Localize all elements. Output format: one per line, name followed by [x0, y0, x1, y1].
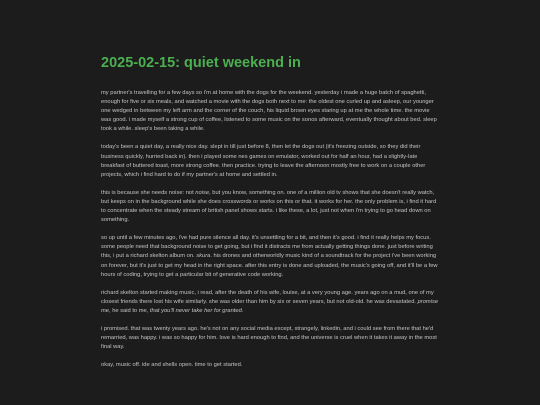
paragraph-text: . his drones and otherworldly music kind of a soundtrack for the project i've been working on forever, but it's just to get my head in the right space. after this entry is done and uploaded, the music's going off, and it'll be a few hours of coding, trying to get a particular bit of generative code working.: [101, 253, 438, 278]
emphasized-text: skura: [196, 253, 211, 260]
entry-paragraph: [101, 325, 439, 352]
entry-paragraph: [101, 189, 439, 225]
paragraph-text: richard skelton started making music, i read, after the death of his wife, louise, at a very young age. years ago on a mud, one of my closest friends there lost his wife similarly. she was older than him by six or seven years, but not old-old. he was devastated.: [101, 289, 434, 305]
entry-title: 2025-02-15: quiet weekend in: [101, 55, 301, 71]
journal-entry: [101, 0, 439, 370]
emphasized-text: that you'll never take her for granted: [149, 307, 242, 314]
paragraph-text: okay, music off. ide and shells open. time to get started.: [101, 362, 243, 369]
entry-paragraph: [101, 361, 439, 370]
entry-paragraph: [101, 234, 439, 279]
entry-paragraph: [101, 289, 439, 316]
entry-paragraph: [101, 143, 439, 179]
entry-paragraph: [101, 89, 439, 134]
paragraph-text: today's been a quiet day, a really nice day. slept in till just before 8, then let the dogs out (it's freezing outside, so they did their business quickly, hurried back in). then i played some nes games on emulator, worked out for half an hour, had a slightly-late breakfast of buttered toast, more strong coffee. then practice. trying to leave the afternoon mostly free to work on a couple other projects, which i find hard to do if my partner's at home and settled in.: [101, 144, 426, 178]
paragraph-text: so up until a few minutes ago, i've had pure silence all day. it's unsettling for a bit, and then it's good. i find it really helps my focus. some people need that background noise to get going, but i find it distracts me from actually getting things done. just before writing this, i put a richard skelton album on.: [101, 235, 433, 260]
emphasized-text: noise: [195, 189, 210, 196]
paragraph-text: , but you know, something on. one of a million old tv shows that she doesn't really watch, but keeps on in the background while she does crosswords or works on this or that. it works for her. the only problem is, i find it hard to concentrate when the steady stream of british panel shows starts. i like these, a lot, just not when i'm trying to go head down on something.: [101, 189, 437, 224]
paragraph-text: , he said to me,: [109, 307, 150, 314]
paragraph-text: my partner's travelling for a few days so i'm at home with the dogs for the weekend. yesterday i made a huge batch of spaghetti, enough for five or six meals, and watched a movie with the dogs both next to me: the oldest one curled up and asleep, our younger one wedged in between my left arm and the corner of the couch, his liquid brown eyes staring up at me the whole time. the movie was good. i made myself a strong cup of coffee, listened to some music on the sonos afterward, eventually thought about bed. sleep took a while. sleep's been taking a while.: [101, 90, 437, 133]
entry-body: [101, 89, 439, 370]
paragraph-text: this is because she needs noise: not: [101, 189, 196, 196]
emphasized-text: promise me: [101, 298, 439, 314]
paragraph-text: .: [241, 307, 244, 314]
paragraph-text: i promised. that was twenty years ago. he's not on any social media except, strangely, linkedin, and i could see from there that he'd remarried, was happy. i was so happy for him. love is hard enough to find, and the universe is cruel when it takes it away in the most final way.: [101, 325, 437, 351]
